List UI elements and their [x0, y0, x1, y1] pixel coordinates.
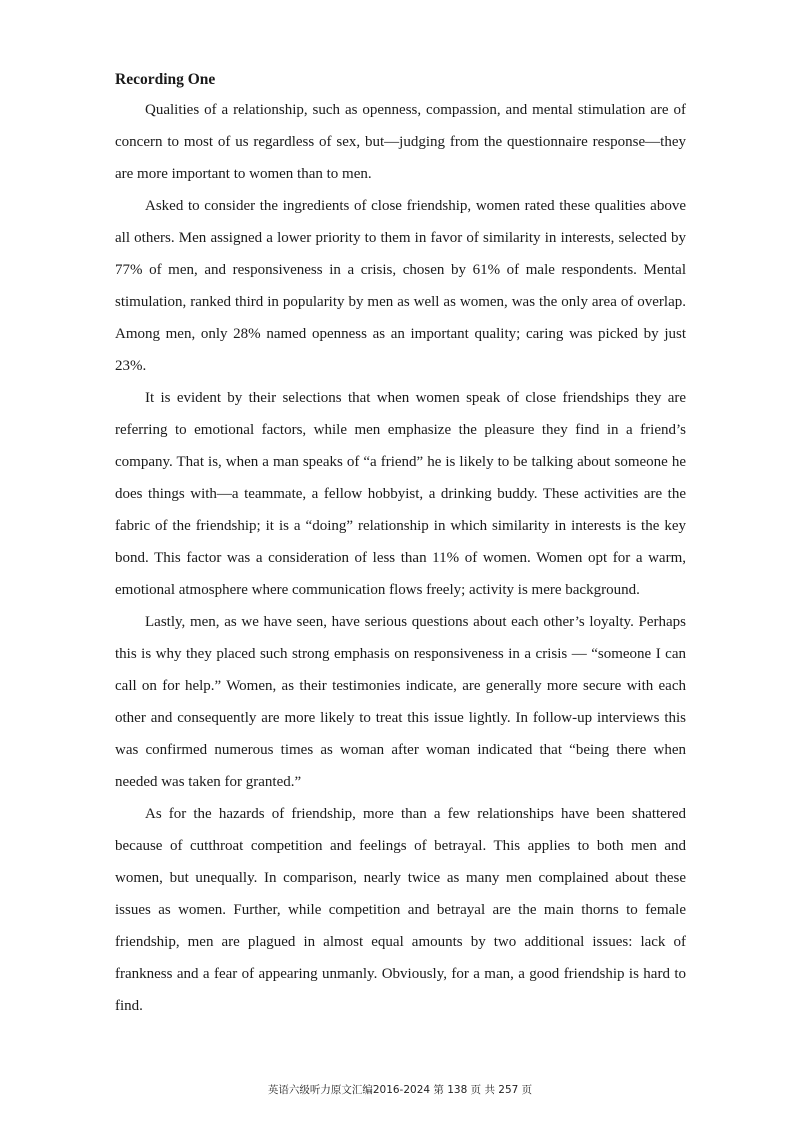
paragraph-2: Asked to consider the ingredients of close friendship, women rated these qualities above all others. Men assigned a lower priority to them in favor of similarity in interests, selected by 77% of men, and responsiveness in a crisis, chosen by 61% of male respondents. Mental stimulation, ranked third in popularity by men as well as women, was the only area of overlap. Among men, only 28% named openness as an important quality; caring was picked by just 23%. [115, 198, 686, 374]
paragraph-3: It is evident by their selections that when women speak of close friendships they are referring to emotional factors, while men emphasize the pleasure they find in a friend’s company. That is, when a man speaks of “a friend” he is likely to be talking about someone he does things with—a teammate, a fellow hobbyist, a drinking buddy. These activities are the fabric of the friendship; it is a “doing” relationship in which similarity in interests is the key bond. This factor was a consideration of less than 11% of women. Women opt for a warm, emotional atmosphere where communication flows freely; activity is mere background. [115, 390, 686, 598]
paragraph-4: Lastly, men, as we have seen, have serious questions about each other’s loyalty. Perhaps this is why they placed such strong emphasis on responsiveness in a crisis — “someone I can call on for help.” Women, as their testimonies indicate, are generally more secure with each other and consequently are more likely to treat this issue lightly. In follow-up interviews this was confirmed numerous times as woman after woman indicated that “being there when needed was taken for granted.” [115, 614, 686, 790]
document-body [115, 66, 686, 1022]
paragraph-5: As for the hazards of friendship, more than a few relationships have been shattered because of cutthroat competition and feelings of betrayal. This applies to both men and women, but unequally. In comparison, nearly twice as many men complained about these issues as women. Further, while competition and betrayal are the main thorns to female friendship, men are plagued in almost equal amounts by two additional issues: lack of frankness and a fear of appearing unmanly. Obviously, for a man, a good friendship is hard to find. [115, 806, 686, 1014]
paragraph-1: Qualities of a relationship, such as openness, compassion, and mental stimulation are of concern to most of us regardless of sex, but—judging from the questionnaire response—they are more important to women than to men. [115, 102, 686, 182]
section-title: Recording One [115, 71, 216, 88]
page-footer: 英语六级听力原文汇编2016-2024 第 138 页 共 257 页 [267, 1084, 533, 1096]
